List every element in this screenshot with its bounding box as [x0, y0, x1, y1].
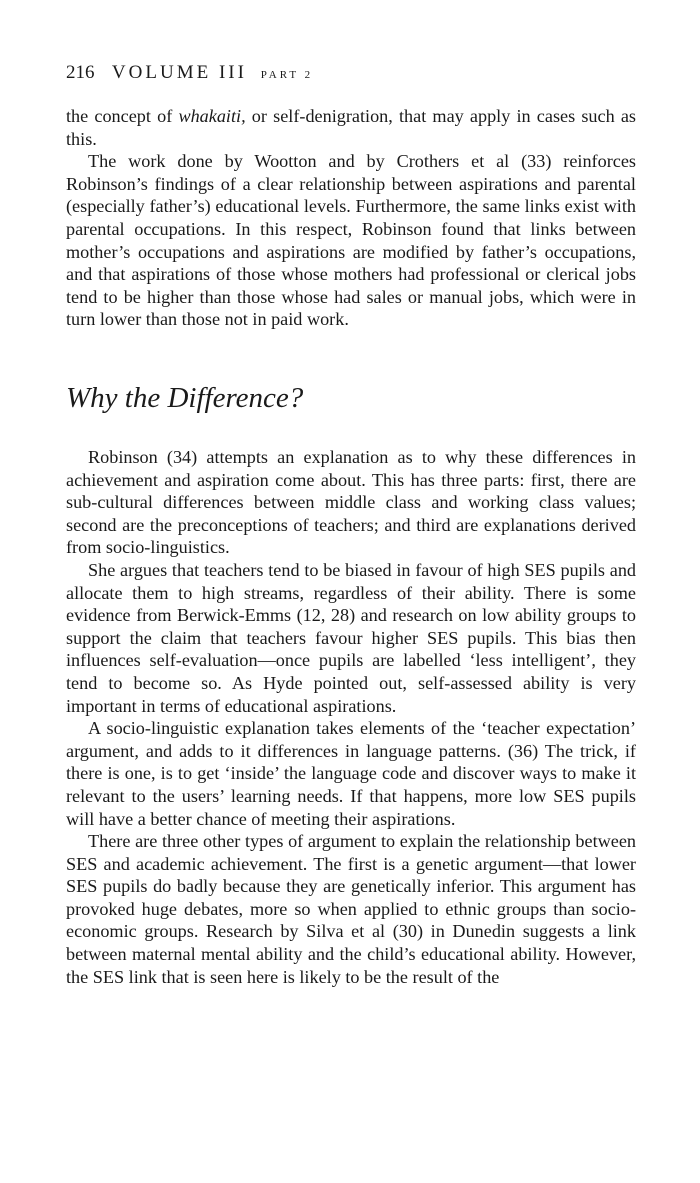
page-number: 216 [66, 62, 95, 83]
paragraph-text: the concept of [66, 106, 179, 126]
paragraph-text: or self-denigration, that may apply in cases such as this. [66, 106, 637, 149]
paragraph: Robinson (34) attempts an explanation as to why these differences in achievement and aspiration come about. This has three parts: first, there are sub-cultural differences between middle class and working class values; second are the preconceptions of teachers; and third are explanations derived from socio-linguistics. [66, 447, 636, 558]
paragraph: A socio-linguistic explanation takes elements of the ‘teacher expectation’ argument, and adds to it differences in language patterns. (36) The trick, if there is one, is to get ‘inside’ the language code and discover ways to make it relevant to the users’ learning needs. If that happens, more low SES pupils will have a better chance of meeting their aspirations. [66, 718, 636, 829]
italic-term: whakaiti, [178, 106, 246, 126]
paragraph: There are three other types of argument to explain the relationship between SES and academic achievement. The first is a genetic argument—that lower SES pupils do badly because they are genetically inferior. This argument has provoked huge debates, more so when applied to ethnic groups than socio-economic groups. Research by Silva et al (30) in Dunedin suggests a link between maternal mental ability and the child’s educational ability. However, the SES link that is seen here is likely to be the result of the [66, 831, 636, 987]
body-text-bottom [66, 446, 636, 988]
volume-label: VOLUME III [111, 62, 247, 83]
paragraph: The work done by Wootton and by Crothers et al (33) reinforces Robinson’s findings of a clear relationship between aspirations and parental (especially father’s) educational levels. Furthermore, the same links exist with parental occupations. In this respect, Robinson found that links between mother’s occupations and aspirations are modified by father’s occupations, and that aspirations of those whose mothers had professional or clerical jobs tend to be higher than those whose had sales or manual jobs, which were in turn lower than those not in paid work. [66, 151, 636, 330]
paragraph: She argues that teachers tend to be biased in favour of high SES pupils and allocate them to high streams, regardless of their ability. There is some evidence from Berwick-Emms (12, 28) and research on low ability groups to support the claim that teachers favour higher SES pupils. This bias then influences self-evaluation—once pupils are labelled ‘less intelligent’, they tend to become so. As Hyde pointed out, self-assessed ability is very important in terms of educational aspirations. [66, 559, 636, 716]
section-heading: Why the Difference? [66, 382, 304, 414]
paragraph [66, 105, 636, 150]
body-text-top [66, 105, 636, 331]
part-label: PART 2 [260, 69, 314, 81]
running-head [66, 62, 313, 84]
